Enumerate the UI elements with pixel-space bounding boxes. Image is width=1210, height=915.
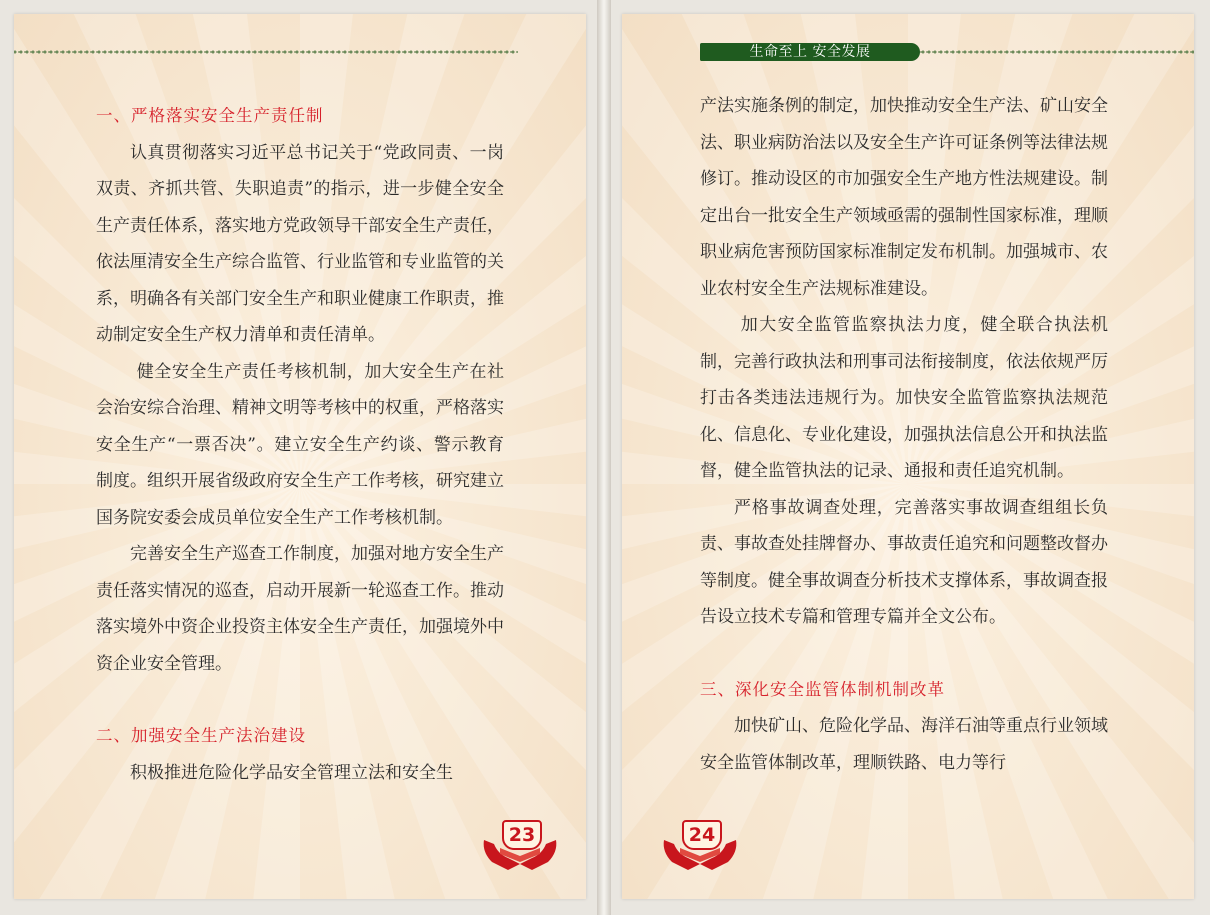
paragraph: 产法实施条例的制定，加快推动安全生产法、矿山安全法、职业病防治法以及安全生产许可证条例等法律法规修订。推动设区的市加强安全生产地方性法规建设。制定出台一批安全生产领域亟需的强制性国家标准，理顺职业病危害预防国家标准制定发布机制。加强城市、农业农村安全生产法规标准建设。 bbox=[700, 96, 1108, 299]
page-number: 24 bbox=[682, 820, 722, 850]
section-heading-1: 一、严格落实安全生产责任制 bbox=[96, 106, 324, 125]
book-gutter bbox=[597, 0, 611, 915]
page-number: 23 bbox=[502, 820, 542, 850]
spacer bbox=[96, 682, 504, 718]
section-heading-2: 二、加强安全生产法治建设 bbox=[96, 726, 306, 745]
left-page-content bbox=[96, 84, 504, 791]
slogan-banner: 生命至上 安全发展 bbox=[700, 43, 920, 61]
spacer bbox=[700, 636, 1108, 672]
page-number-badge bbox=[480, 818, 560, 874]
right-page-content bbox=[700, 88, 1108, 781]
paragraph: 积极推进危险化学品安全管理立法和安全生 bbox=[130, 762, 453, 783]
paragraph: 严格事故调查处理，完善落实事故调查组组长负责、事故查处挂牌督办、事故责任追究和问题整改督办等制度。健全事故调查分析技术支撑体系，事故调查报告设立技术专篇和管理专篇并全文公布。 bbox=[700, 497, 1108, 627]
decorative-border bbox=[14, 48, 518, 56]
right-page bbox=[622, 14, 1194, 899]
paragraph: 认真贯彻落实习近平总书记关于“党政同责、一岗双责、齐抓共管、失职追责”的指示，进一步健全安全生产责任体系，落实地方党政领导干部安全生产责任，依法厘清安全生产综合监管、行业监管和专业监管的关系，明确各有关部门安全生产和职业健康工作职责，推动制定安全生产权力清单和责任清单。 bbox=[96, 142, 504, 345]
left-page bbox=[14, 14, 586, 899]
paragraph: 完善安全生产巡查工作制度，加强对地方安全生产责任落实情况的巡查，启动开展新一轮巡查工作。推动落实境外中资企业投资主体安全生产责任，加强境外中资企业安全管理。 bbox=[96, 544, 504, 674]
paragraph: 健全安全生产责任考核机制，加大安全生产在社会治安综合治理、精神文明等考核中的权重，严格落实安全生产“一票否决”。建立安全生产约谈、警示教育制度。组织开展省级政府安全生产工作考核，研究建立国务院安委会成员单位安全生产工作考核机制。 bbox=[96, 361, 504, 528]
page-number-badge bbox=[660, 818, 740, 874]
paragraph: 加大安全监管监察执法力度，健全联合执法机制，完善行政执法和刑事司法衔接制度，依法依规严厉打击各类违法违规行为。加快安全监管监察执法规范化、信息化、专业化建设，加强执法信息公开和执法监督，健全监管执法的记录、通报和责任追究机制。 bbox=[700, 315, 1108, 481]
paragraph: 加快矿山、危险化学品、海洋石油等重点行业领域安全监管体制改革，理顺铁路、电力等行 bbox=[700, 716, 1108, 773]
decorative-border bbox=[920, 48, 1194, 56]
section-heading-3: 三、深化安全监管体制机制改革 bbox=[700, 679, 945, 699]
